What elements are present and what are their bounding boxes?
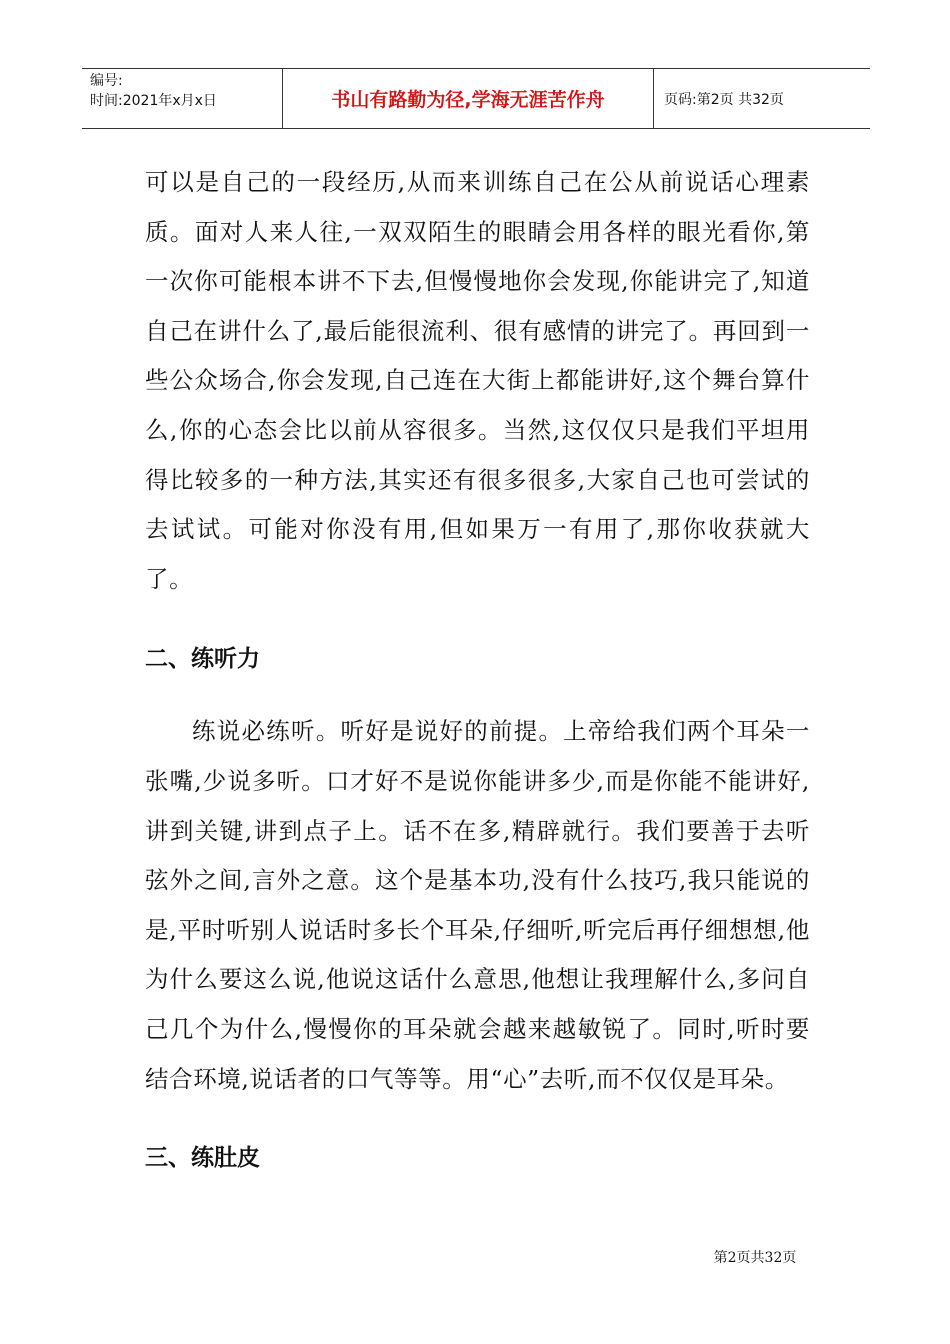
document-body: [145, 158, 810, 1173]
document-time-label: 时间:2021年x月x日: [90, 93, 217, 109]
header-motto: 书山有路勤为径,学海无涯苦作舟: [283, 69, 654, 128]
section-heading-belly: 三、练肚皮: [145, 1145, 260, 1172]
document-header: [82, 68, 870, 129]
paragraph-continued: 可以是自己的一段经历,从而来训练自己在公从前说话心理素质。面对人来人往,一双双陌生的眼睛会用各样的眼光看你,第一次你可能根本讲不下去,但慢慢地你会发现,你能讲完了,知道自己在讲什么了,最后能很流利、很有感情的讲完了。再回到一些公众场合,你会发现,自己连在大街上都能讲好,这个舞台算什么,你的心态会比以前从容很多。当然,这仅仅只是我们平坦用得比较多的一种方法,其实还有很多很多,大家自己也可尝试的去试试。可能对你没有用,但如果万一有用了,那你收获就大了。: [145, 168, 810, 593]
section-heading-listening: 二、练听力: [145, 646, 260, 673]
paragraph-listening: 练说必练听。听好是说好的前提。上帝给我们两个耳朵一张嘴,少说多听。口才好不是说你能讲多少,而是你能不能讲好,讲到关键,讲到点子上。话不在多,精辟就行。我们要善于去听弦外之间,言外之意。这个是基本功,没有什么技巧,我只能说的是,平时听别人说话时多长个耳朵,仔细听,听完后再仔细想想,他为什么要这么说,他说这话什么意思,他想让我理解什么,多问自己几个为什么,慢慢你的耳朵就会越来越敏锐了。同时,听时要结合环境,说话者的口气等等。用“心”去听,而不仅仅是耳朵。: [145, 717, 810, 1093]
header-page-info: 页码:第2页 共32页: [664, 91, 784, 108]
header-meta-cell: [82, 69, 283, 128]
document-number-label: 编号:: [90, 73, 123, 89]
page-footer: 第2页共32页: [713, 1250, 797, 1266]
